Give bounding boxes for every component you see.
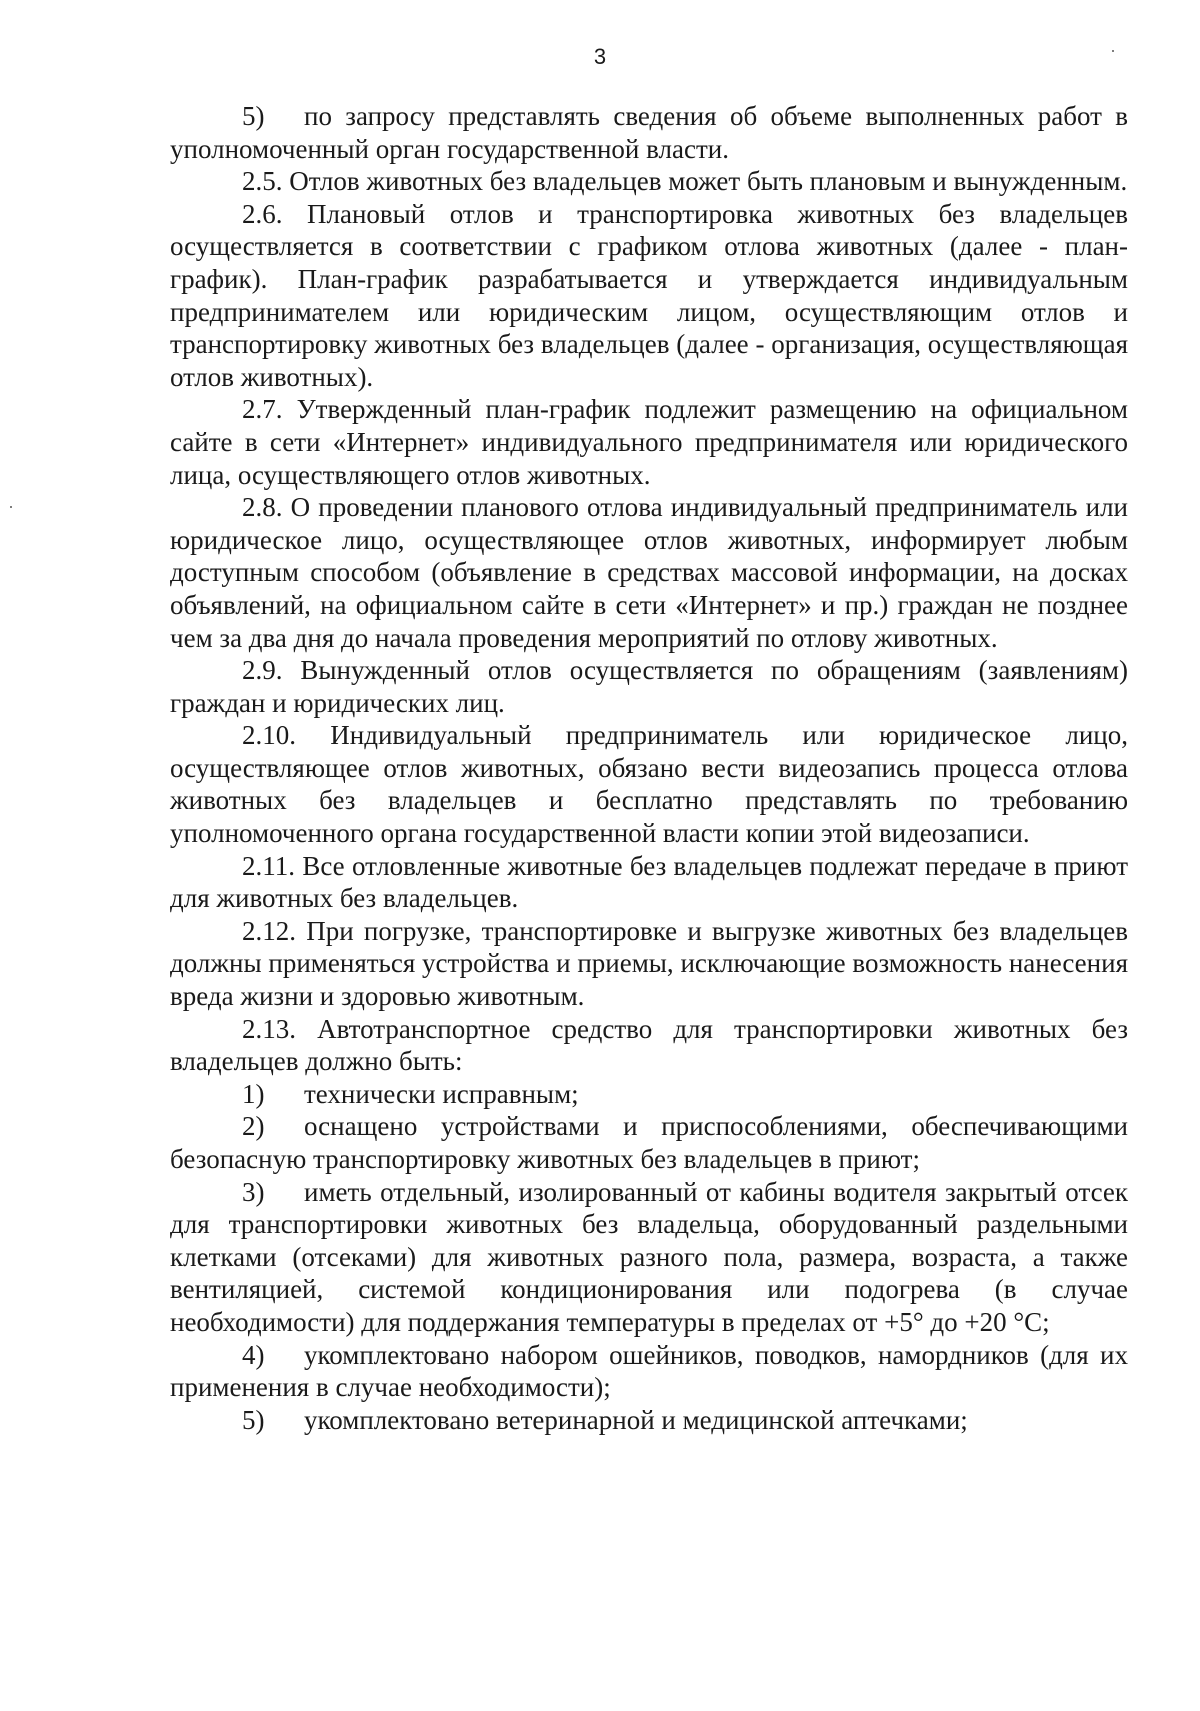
document-body (170, 100, 1128, 1436)
list-item-number: 5) (242, 101, 265, 131)
list-item-text: оснащено устройствами и приспособлениями, обеспечивающими безопасную транспортировку животных без владельцев в приют; (170, 1111, 1128, 1174)
paragraph: 2.11. Все отловленные животные без владельцев подлежат передаче в приют для животных без владельцев. (170, 850, 1128, 914)
list-item-number: 3) (242, 1176, 265, 1207)
list-item-number: 1) (242, 1078, 265, 1109)
paragraph: 2.10. Индивидуальный предприниматель или юридическое лицо, осуществляющее отлов животных, обязано вести видеозапись процесса отлова животных без владельцев и бесплатно представлять по требованию уполномоченного органа государственной власти копии этой видеозаписи. (170, 720, 1128, 849)
paragraph: 2.6. Плановый отлов и транспортировка животных без владельцев осуществляется в соответствии с графиком отлова животных (далее - план-график). План-график разрабатывается и утверждается индивидуальным предпринимателем или юридическим лицом, осуществляющим отлов и транспортировку животных без владельцев (далее - организация, осуществляющая отлов животных). (170, 198, 1128, 392)
list-item-text: укомплектовано набором ошейников, поводков, намордников (для их применения в случае необходимости); (170, 1339, 1128, 1403)
paragraph: 2.8. О проведении планового отлова индивидуальный предприниматель или юридическое лицо, осуществляющее отлов животных, информирует любым доступным способом (объявление в средствах массовой информации, на досках объявлений, на официальном сайте в сети «Интернет» и пр.) граждан не позднее чем за два дня до начала проведения мероприятий по отлову животных. (170, 492, 1128, 653)
list-item (170, 1110, 1128, 1175)
list-item-number: 2) (242, 1111, 265, 1142)
list-item (170, 1339, 1128, 1404)
list-item (170, 1078, 1128, 1111)
list-item-text: укомплектовано ветеринарной и медицинской аптечками; (304, 1404, 968, 1435)
list-item-text: технически исправным; (304, 1078, 579, 1109)
list-item-number: 4) (242, 1339, 265, 1370)
list-item-number: 5) (242, 1404, 265, 1435)
list-item-text: по запросу представлять сведения об объеме выполненных работ в уполномоченный орган государственной власти. (170, 101, 1128, 164)
scan-speck (1112, 50, 1114, 52)
paragraph: 2.12. При погрузке, транспортировке и выгрузке животных без владельцев должны применяться устройства и приемы, исключающие возможность нанесения вреда жизни и здоровью животным. (170, 915, 1128, 1012)
paragraph: 2.9. Вынужденный отлов осуществляется по обращениям (заявлениям) граждан и юридических лиц. (170, 655, 1128, 718)
list-item (170, 100, 1128, 165)
paragraph: 2.13. Автотранспортное средство для транспортировки животных без владельцев должно быть: (170, 1013, 1128, 1077)
list-item-text: иметь отдельный, изолированный от кабины водителя закрытый отсек для транспортировки животных без владельца, оборудованный раздельными клетками (отсеками) для животных разного пола, размера, возраста, а также вентиляцией, системой кондиционирования или подогрева (в случае необходимости) для поддержания температуры в пределах от +5° до +20 °С; (170, 1176, 1128, 1337)
list-item (170, 1404, 1128, 1437)
list-item (170, 1176, 1128, 1339)
paragraph: 2.5. Отлов животных без владельцев может быть плановым и вынужденным. (242, 166, 1128, 197)
page-number: 3 (593, 44, 607, 69)
scan-speck (10, 506, 12, 508)
paragraph: 2.7. Утвержденный план-график подлежит размещению на официальном сайте в сети «Интернет» индивидуального предпринимателя или юридического лица, осуществляющего отлов животных. (170, 394, 1128, 490)
